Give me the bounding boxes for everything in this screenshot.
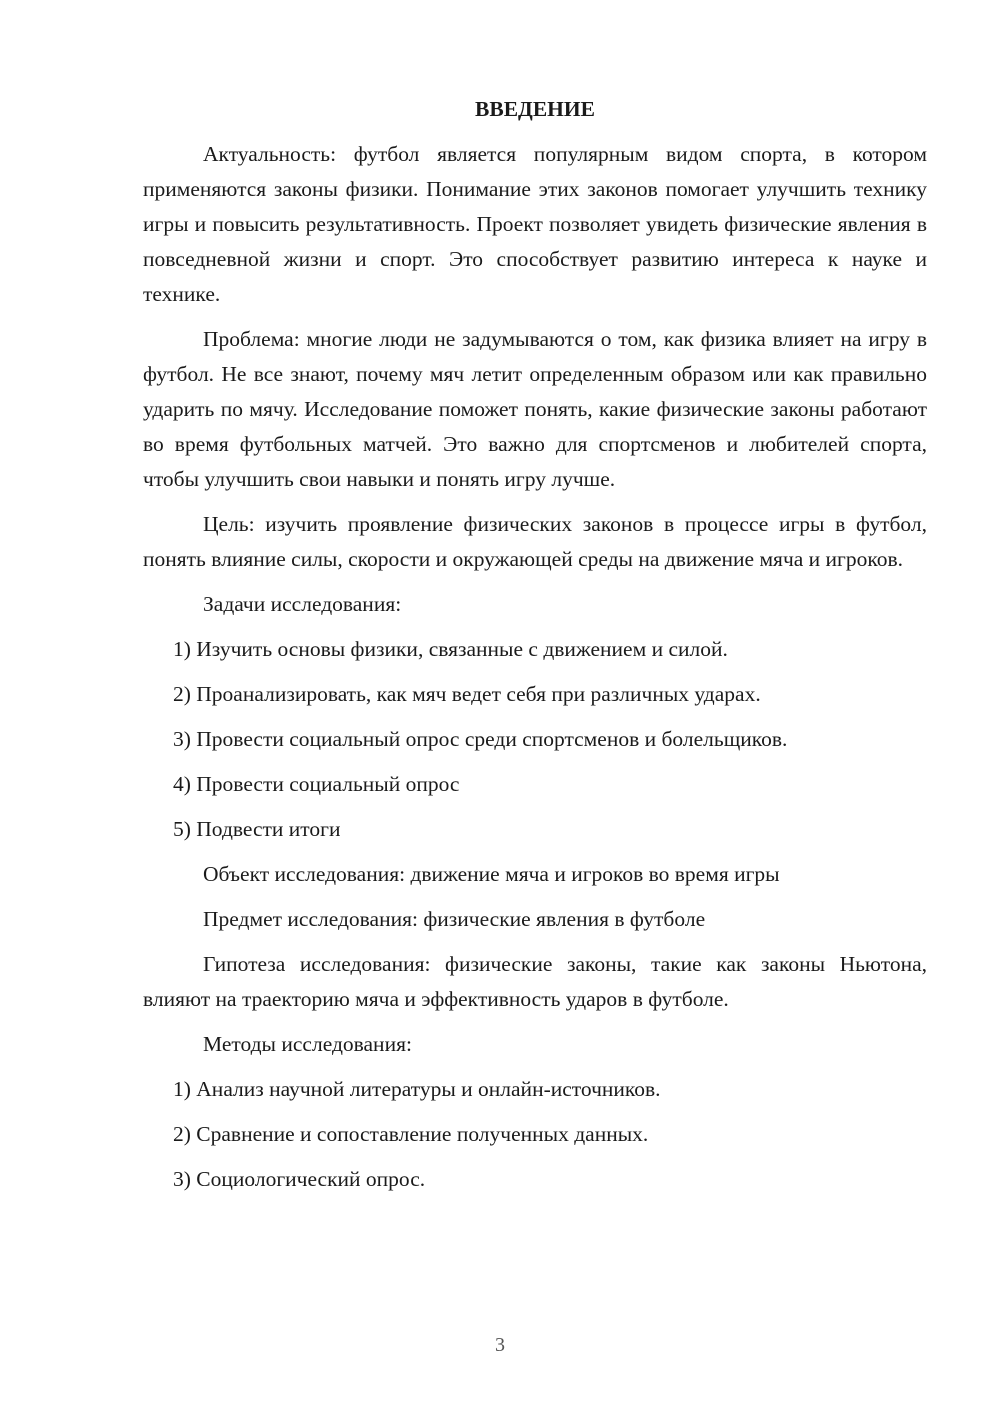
tasks-heading: Задачи исследования: [203, 592, 402, 616]
tasks-list [143, 632, 927, 847]
method-item: 2) Сравнение и сопоставление полученных данных. [173, 1122, 649, 1146]
task-item: 2) Проанализировать, как мяч ведет себя при различных ударах. [173, 682, 761, 706]
document-page [143, 92, 927, 1207]
task-item: 5) Подвести итоги [173, 817, 341, 841]
method-item: 3) Социологический опрос. [173, 1167, 426, 1191]
object-line: Объект исследования: движение мяча и игроков во время игры [203, 862, 780, 886]
page-number: 3 [495, 1334, 505, 1356]
task-item: 1) Изучить основы физики, связанные с движением и силой. [173, 637, 728, 661]
problem-paragraph: Проблема: многие люди не задумываются о том, как физика влияет на игру в футбол. Не все знают, почему мяч летит определенным образом или как правильно ударить по мячу. Исследование поможет понять, какие физические законы работают во время футбольных матчей. Это важно для спортсменов и любителей спорта, чтобы улучшить свои навыки и понять игру лучше. [143, 327, 927, 491]
goal-paragraph: Цель: изучить проявление физических законов в процессе игры в футбол, понять влияние силы, скорости и окружающей среды на движение мяча и игроков. [143, 512, 927, 571]
subject-line: Предмет исследования: физические явления в футболе [203, 907, 706, 931]
methods-heading: Методы исследования: [203, 1032, 412, 1056]
methods-list [143, 1072, 927, 1197]
relevance-paragraph: Актуальность: футбол является популярным видом спорта, в котором применяются законы физики. Понимание этих законов помогает улучшить технику игры и повысить результативность. Проект позволяет увидеть физические явления в повседневной жизни и спорт. Это способствует развитию интереса к науке и технике. [143, 142, 927, 306]
task-item: 4) Провести социальный опрос [173, 772, 460, 796]
hypothesis-paragraph: Гипотеза исследования: физические законы, такие как законы Ньютона, влияют на траекторию мяча и эффективность ударов в футболе. [143, 952, 927, 1011]
method-item: 1) Анализ научной литературы и онлайн-источников. [173, 1077, 661, 1101]
task-item: 3) Провести социальный опрос среди спортсменов и болельщиков. [173, 727, 788, 751]
page-title: ВВЕДЕНИЕ [475, 97, 595, 121]
